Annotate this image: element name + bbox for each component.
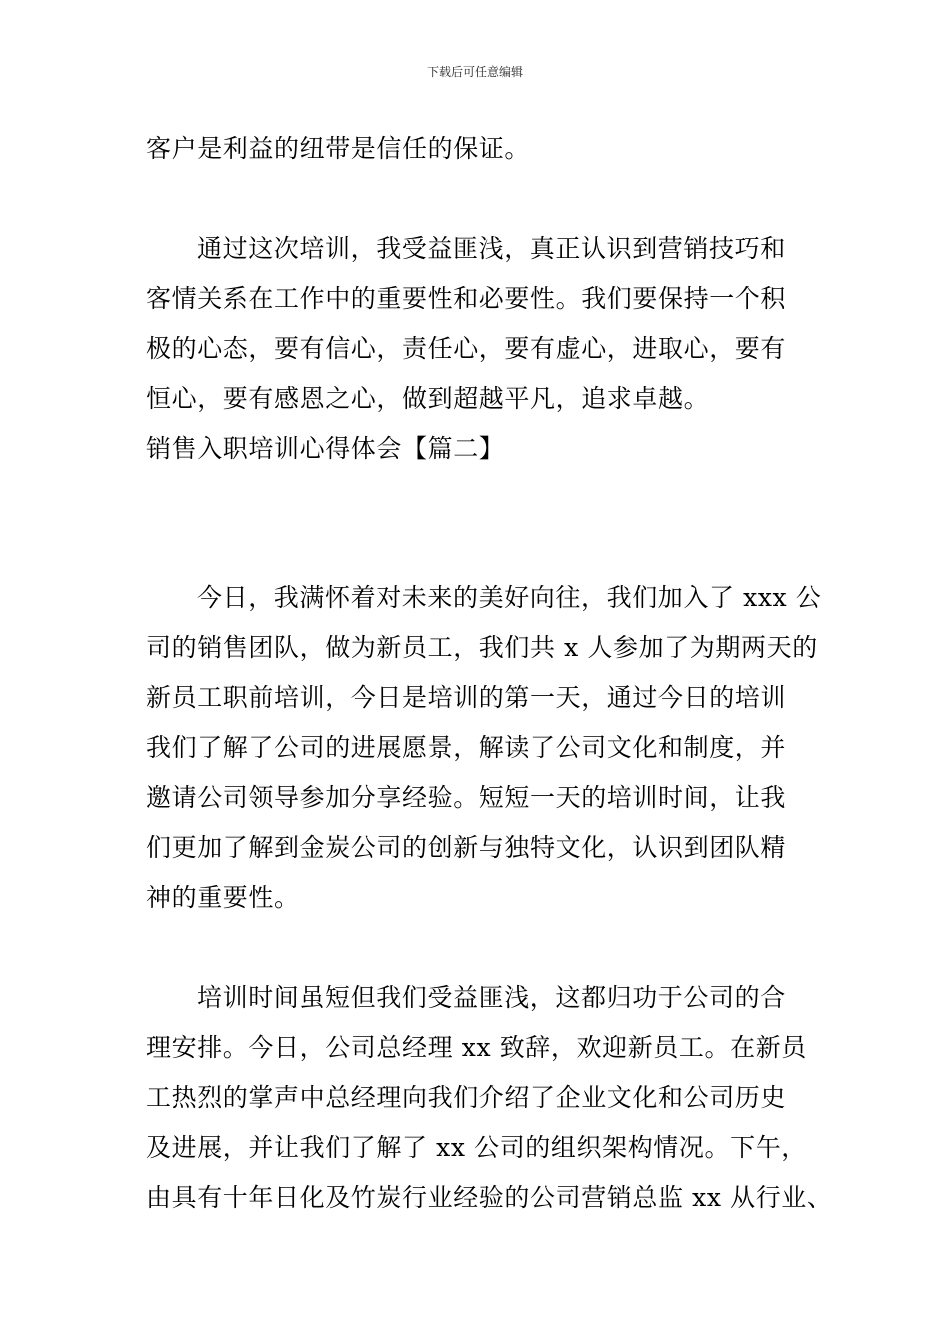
paragraph-line: 客情关系在工作中的重要性和必要性。我们要保持一个积 xyxy=(146,284,787,313)
paragraph-line: 我们了解了公司的进展愿景，解读了公司文化和制度，并 xyxy=(146,733,787,762)
paragraph-line: 培训时间虽短但我们受益匪浅，这都归功于公司的合 xyxy=(197,983,786,1012)
paragraph-line: 工热烈的掌声中总经理向我们介绍了企业文化和公司历史 xyxy=(146,1083,787,1112)
paragraph-line: 们更加了解到金炭公司的创新与独特文化，认识到团队精 xyxy=(146,833,787,862)
paragraph-line: 由具有十年日化及竹炭行业经验的公司营销总监 xx 从行业、 xyxy=(146,1183,833,1212)
paragraph-line: 新员工职前培训，今日是培训的第一天，通过今日的培训 xyxy=(146,683,787,712)
paragraph-line: 理安排。今日，公司总经理 xx 致辞，欢迎新员工。在新员 xyxy=(146,1033,807,1062)
page-header: 下载后可任意编辑 xyxy=(426,65,523,79)
paragraph-line: 司的销售团队，做为新员工，我们共 x 人参加了为期两天的 xyxy=(146,633,818,662)
paragraph-line: 邀请公司领导参加分享经验。短短一天的培训时间，让我 xyxy=(146,783,787,812)
paragraph-line: 及进展，并让我们了解了 xx 公司的组织架构情况。下午， xyxy=(146,1133,807,1162)
paragraph-line: 极的心态，要有信心，责任心，要有虚心，进取心，要有 xyxy=(146,334,787,363)
paragraph-line: 恒心，要有感恩之心，做到超越平凡，追求卓越。 xyxy=(146,384,710,413)
paragraph-line: 神的重要性。 xyxy=(146,883,300,912)
paragraph-line: 客户是利益的纽带是信任的保证。 xyxy=(146,134,531,163)
paragraph-line: 今日，我满怀着对未来的美好向往，我们加入了 xxx 公 xyxy=(197,583,822,612)
section-heading: 销售入职培训心得体会【篇二】 xyxy=(146,434,505,463)
paragraph-line: 通过这次培训，我受益匪浅，真正认识到营销技巧和 xyxy=(197,234,786,263)
